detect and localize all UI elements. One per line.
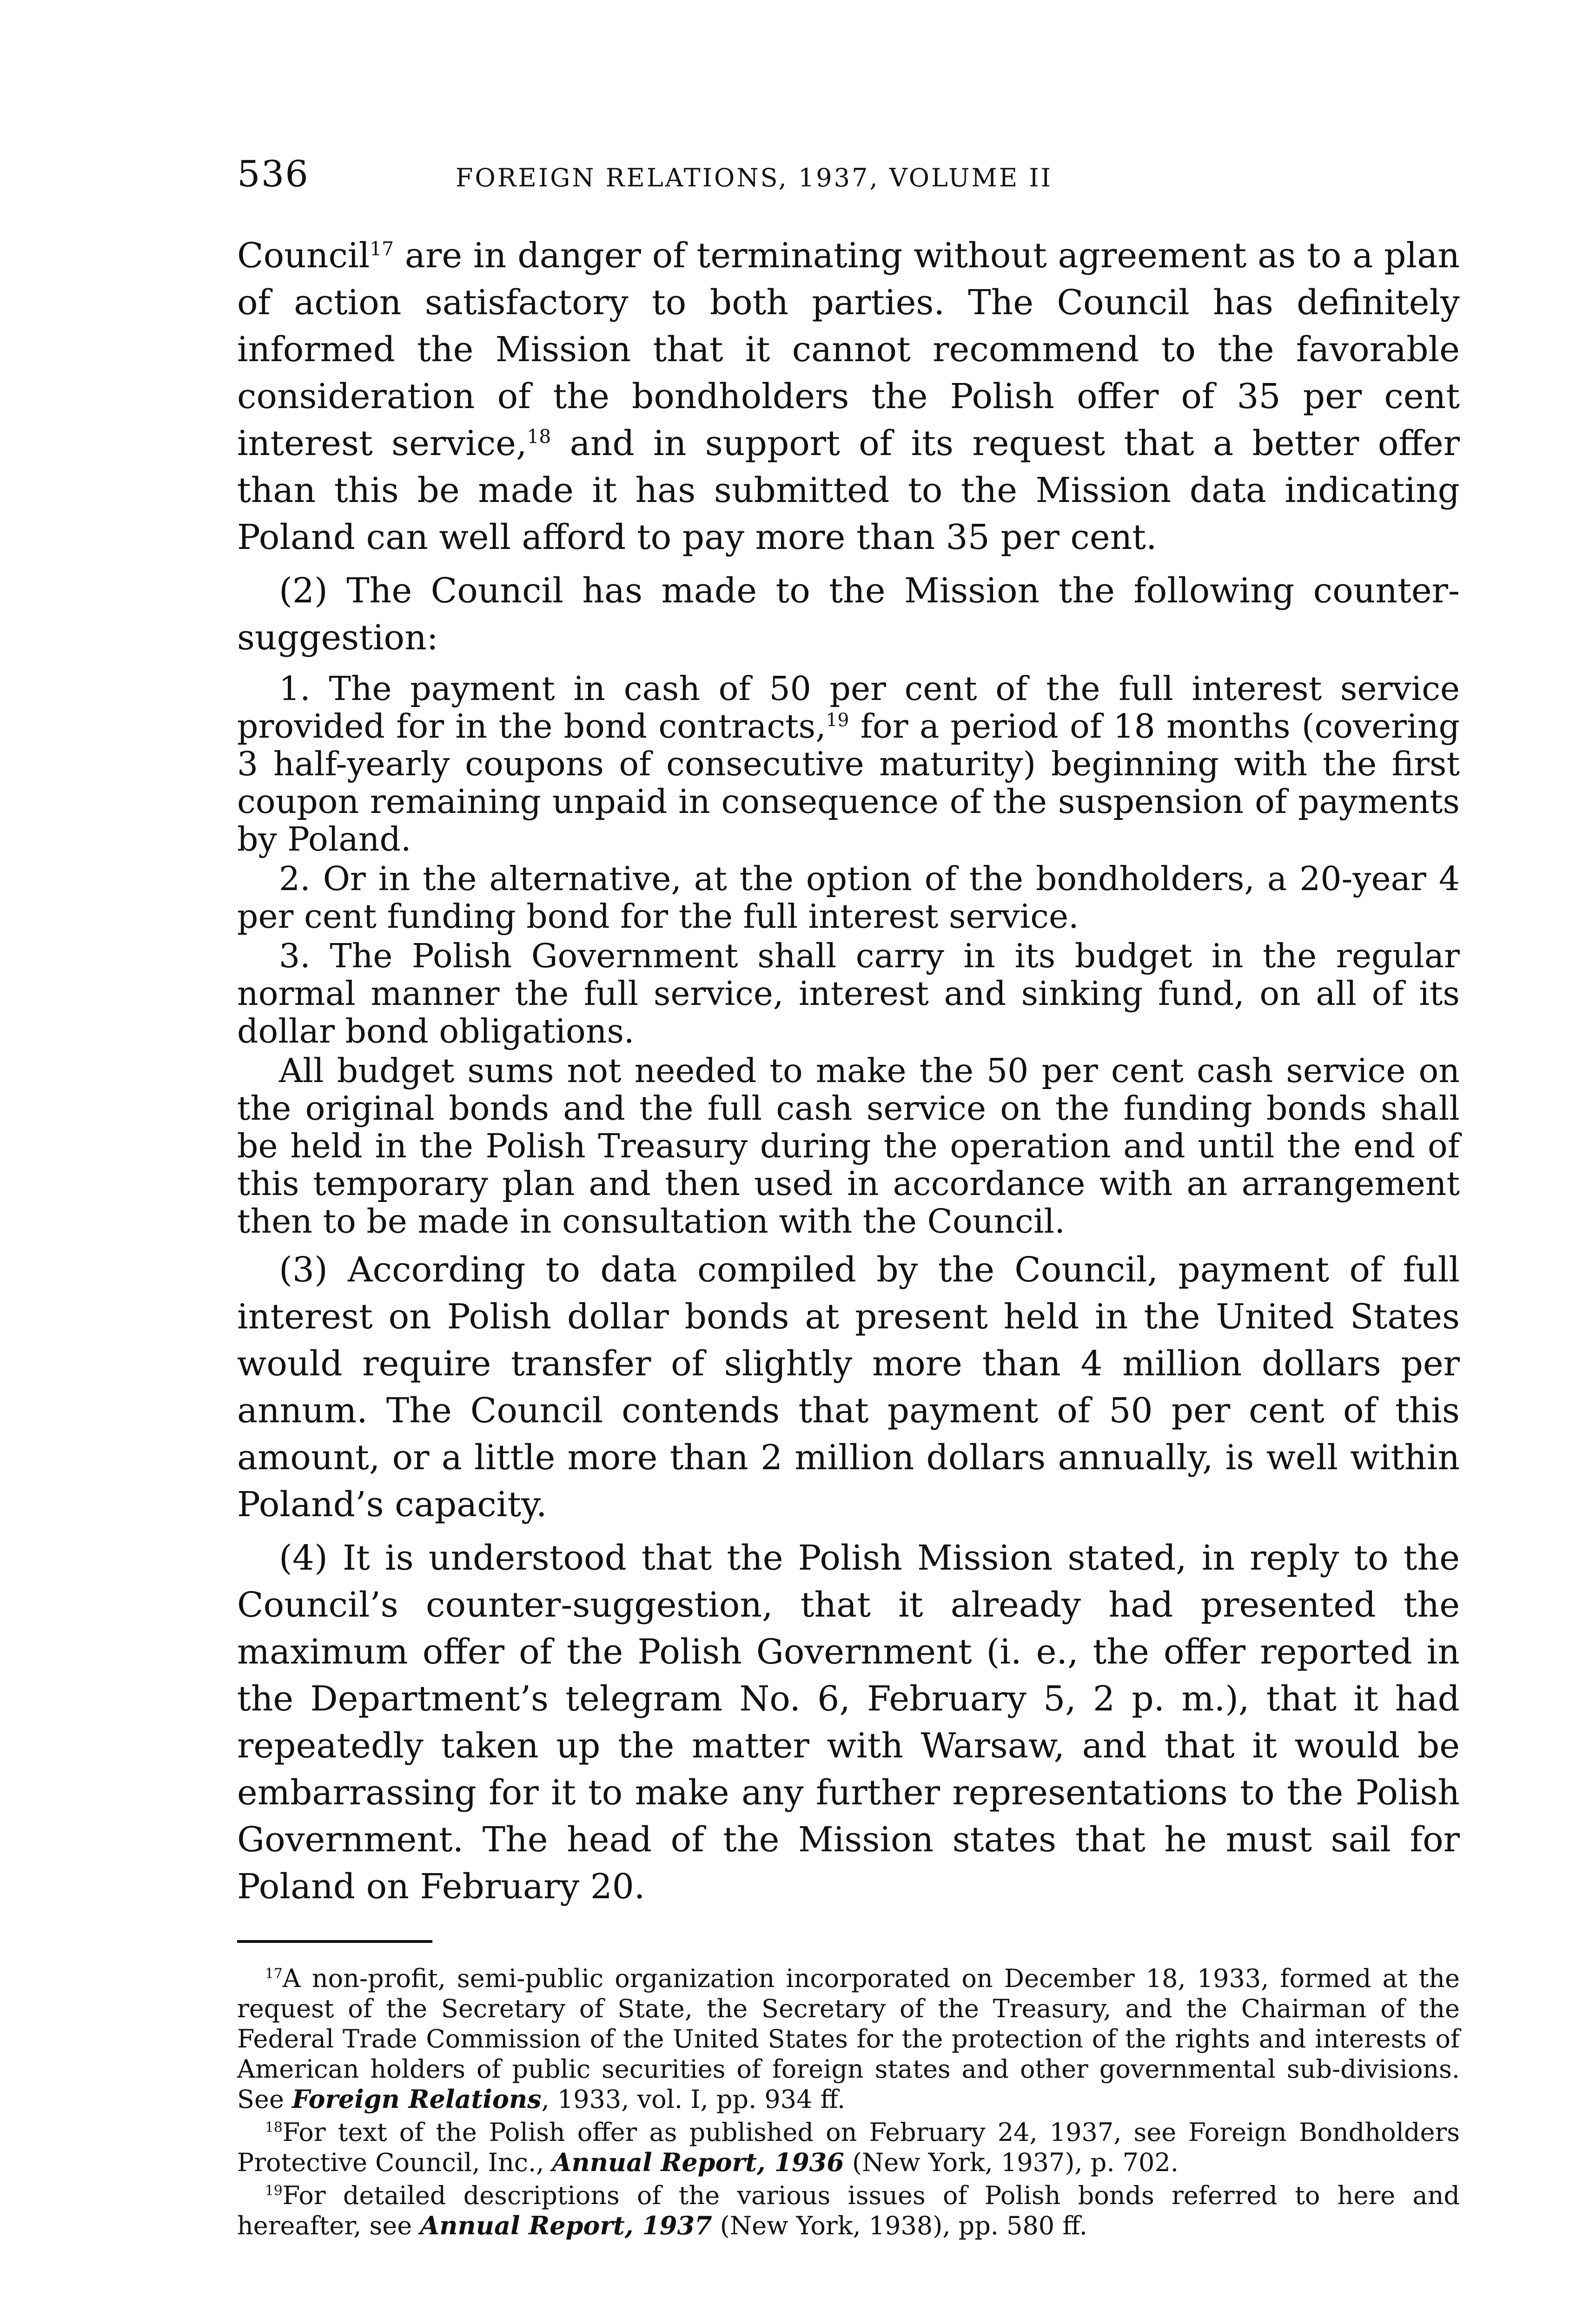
footnote-number: 19 — [265, 2183, 283, 2199]
text-run: For text of the Polish offer as published on February 24, 1937, see Foreign Bondholders Protective Council, Inc., — [237, 2118, 1460, 2177]
footnote-number: 18 — [265, 2119, 283, 2136]
citation-title: Foreign Relations — [292, 2084, 542, 2114]
document-page — [237, 153, 1460, 2244]
footnote-number: 17 — [265, 1966, 283, 1982]
list-item-3: 3. The Polish Government shall carry in its budget in the regular normal manner the full service, interest and sinking fund, on all of its dollar bond obligations. — [237, 937, 1460, 1050]
list-item-budget-sums: All budget sums not needed to make the 50 per cent cash service on the original bonds and the full cash service on the funding bonds shall be held in the Polish Treasury during the operation and until the end of this temporary plan and then used in accordance with an arrangement then to be made in consultation with the Council. — [237, 1051, 1460, 1241]
body-text-continued — [237, 1247, 1460, 1910]
paragraph-council-position — [237, 232, 1460, 561]
list-item-1 — [237, 670, 1460, 858]
text-run: are in danger of terminating without agreement as to a plan of action satisfactory to both parties. The Council has definitely informed the Mission that it cannot recommend to the favorable consideration of the bondholders the Polish offer of 35 per cent interest service, — [237, 236, 1460, 463]
text-run: (New York, 1938), pp. 580 ff. — [712, 2211, 1087, 2240]
counter-suggestion-list — [237, 670, 1460, 1240]
text-run: Council — [237, 236, 370, 276]
paragraph-polish-mission-reply: (4) It is understood that the Polish Mission stated, in reply to the Council’s counter-suggestion, that it already had presented the maximum offer of the Polish Government (i. e., the offer reported in the Department’s telegram No. 6, February 5, 2 p. m.), that it had repeatedly taken up the matter with Warsaw, and that it would be embarrassing for it to make any further representations to the Polish Government. The head of the Mission states that he must sail for Poland on February 20. — [237, 1538, 1460, 1907]
citation-title: Annual Report, 1936 — [552, 2147, 844, 2177]
footnote-17 — [237, 1963, 1460, 2114]
citation-title: Annual Report, 1937 — [420, 2211, 712, 2240]
footnote-divider — [237, 1940, 432, 1943]
page-number: 536 — [237, 153, 309, 195]
footnotes — [237, 1963, 1460, 2241]
paragraph-transfer-data: (3) According to data compiled by the Council, payment of full interest on Polish dollar bonds at present held in the United States would require transfer of slightly more than 4 million dollars per annum. The Council contends that payment of 50 per cent of this amount, or a little more than 2 million dollars annually, is well within Poland’s capacity. — [237, 1250, 1460, 1525]
footnote-19 — [237, 2180, 1460, 2241]
text-run: and in support of its request that a better offer than this be made it has submitted to the Mission data indicating Poland can well afford to pay more than 35 per cent. — [237, 423, 1460, 557]
body-text — [237, 232, 1460, 661]
text-run: For detailed descriptions of the various issues of Polish bonds referred to here and hereafter, see — [237, 2181, 1460, 2240]
running-head: FOREIGN RELATIONS, 1937, VOLUME II — [456, 163, 1053, 192]
list-item-2: 2. Or in the alternative, at the option of the bondholders, a 20-year 4 per cent funding bond for the full interest service. — [237, 859, 1460, 936]
footnote-ref-18: 18 — [527, 425, 551, 448]
text-run: (New York, 1937), p. 702. — [844, 2148, 1179, 2177]
paragraph-counter-suggestion: (2) The Council has made to the Mission the following counter-suggestion: — [237, 571, 1460, 658]
text-run: , 1933, vol. I, pp. 934 ff. — [541, 2085, 846, 2114]
text-run: for a period of 18 months (covering 3 half-yearly coupons of consecutive maturity) beginning with the first coupon remaining unpaid in consequence of the suspension of payments by Poland. — [237, 707, 1460, 858]
text-run: A non-profit, semi-public organization incorporated on December 18, 1933, formed at the request of the Secretary of State, the Secretary of the Treasury, and the Chairman of the Federal Trade Commission of the United States for the protection of the rights and interests of American holders of public securities of foreign states and other governmental sub-divisions. See — [237, 1964, 1460, 2114]
footnote-18 — [237, 2117, 1460, 2178]
footnote-ref-19: 19 — [826, 710, 849, 731]
text-run: 1. The payment in cash of 50 per cent of the full interest service provided for in the bond contracts, — [237, 669, 1460, 746]
page-header — [237, 153, 1460, 209]
footnote-ref-17: 17 — [370, 238, 394, 260]
